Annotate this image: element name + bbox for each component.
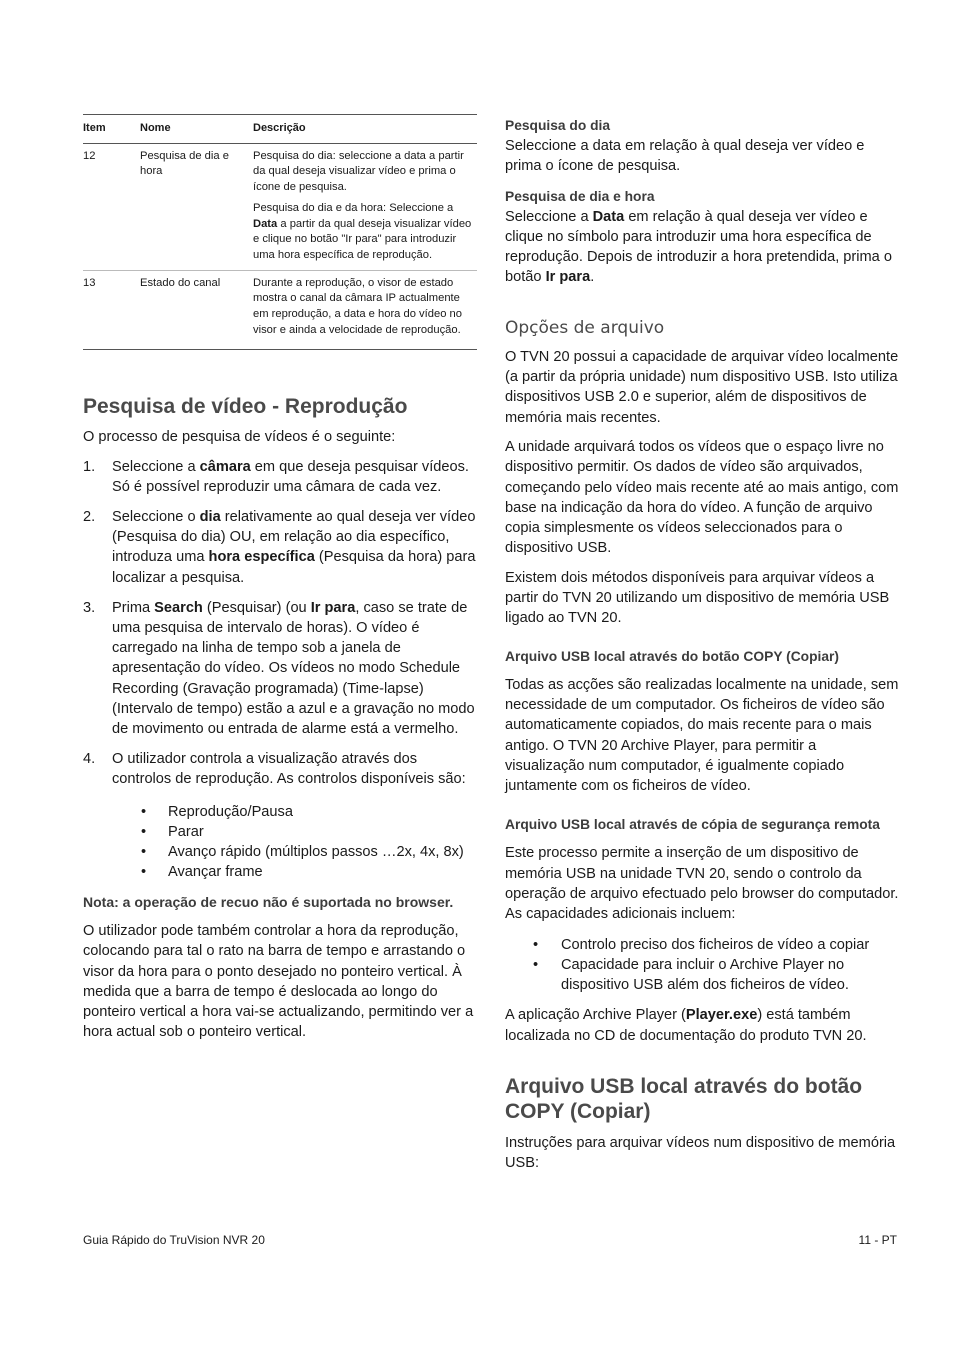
page-number: 11 - PT	[858, 1233, 897, 1247]
step-item: 1. Seleccione a câmara em que deseja pesquisar vídeos. Só é possível reproduzir uma câmara de cada vez.	[83, 458, 469, 496]
archive-paragraph: Existem dois métodos disponíveis para arquivar vídeos a partir do TVN 20 utilizando um dispositivo de memória USB ligado ao TVN 20.	[505, 569, 890, 627]
cell-name: Pesquisa de dia e hora	[140, 143, 253, 270]
list-item: • Parar	[168, 822, 477, 842]
archive-heading: Opções de arquivo	[505, 317, 665, 338]
list-item: • Reprodução/Pausa	[168, 802, 477, 822]
subheading-day-hour: Pesquisa de dia e hora	[505, 188, 655, 204]
left-column	[83, 114, 477, 1052]
list-item: • Avanço rápido (múltiplos passos …2x, 4x, 8x)	[168, 842, 477, 862]
controls-list	[83, 802, 477, 883]
cell-name: Estado do canal	[140, 270, 253, 350]
bullet-icon: •	[141, 844, 147, 861]
description-line: Pesquisa do dia e da hora: Seleccione a Data a partir da qual deseja visualizar vídeo e clique no botão "Ir para" para introduzir uma hora específica de reprodução.	[253, 201, 472, 261]
day-paragraph: Seleccione a data em relação à qual deseja ver vídeo e prima o ícone de pesquisa.	[505, 138, 865, 175]
list-item: • Avançar frame	[168, 862, 477, 882]
player-paragraph: A aplicação Archive Player (Player.exe) está também localizada no CD de documentação do produto TVN 20.	[505, 1007, 867, 1044]
remote-subheading: Arquivo USB local através de cópia de segurança remota	[505, 817, 880, 833]
right-column	[505, 116, 899, 1182]
cell-item: 12	[83, 143, 140, 270]
copy-subheading: Arquivo USB local através do botão COPY (Copiar)	[505, 648, 839, 664]
footer-title: Guia Rápido do TruVision NVR 20	[83, 1233, 265, 1247]
steps-list	[83, 457, 477, 790]
bullet-icon: •	[141, 803, 147, 820]
items-table	[83, 114, 477, 350]
step-item: 3. Prima Search (Pesquisar) (ou Ir para, caso se trate de uma pesquisa de intervalo de horas). O vídeo é carregado na linha de tempo sob a janela de apresentação do vídeo. Os vídeos no modo Schedule Recording (Gravação programada) (Time-lapse) (Intervalo de tempo) estão a azul e a gravação no modo de movimento ou entrada de alarme está a vermelho.	[83, 599, 475, 738]
bullet-icon: •	[533, 956, 539, 973]
header-item: Item	[83, 115, 140, 144]
table-row	[83, 143, 477, 270]
remote-paragraph: Este processo permite a inserção de um dispositivo de memória USB na unidade TVN 20, sendo o controlo da operação de arquivo efectuado pelo browser do computador. As capacidades adicionais incluem:	[505, 845, 899, 923]
list-item: • Capacidade para incluir o Archive Player no dispositivo USB além dos ficheiros de vídeo.	[533, 956, 849, 994]
table-row	[83, 270, 477, 350]
copy-paragraph: Todas as acções são realizadas localmente na unidade, sem necessidade de um computador. Os ficheiros de vídeo são automaticamente copiados, do mais recente para o mais antigo. O TVN 20 Archive Player, para permitir a visualização num computador, é igualmente copiado juntamente com os ficheiros de vídeo.	[505, 676, 899, 795]
closing-paragraph: O utilizador pode também controlar a hora da reprodução, colocando para tal o rato na barra de tempo e arrastando o visor da hora para o ponto desejado no ponteiro vertical. À medida que a barra de tempo é deslocada ao longo do ponteiro vertical a hora vai-se actualizando, permitindo ver a hora actual sob o ponteiro vertical.	[83, 923, 474, 1041]
subheading-day: Pesquisa do dia	[505, 118, 611, 133]
description-line: Pesquisa do dia: seleccione a data a partir da qual deseja visualizar vídeo e prima o ícone de pesquisa.	[253, 149, 464, 194]
intro-paragraph: O processo de pesquisa de vídeos é o seguinte:	[83, 429, 396, 446]
copy-section-heading: Arquivo USB local através do botão COPY (Copiar)	[505, 1074, 863, 1123]
archive-paragraph: A unidade arquivará todos os vídeos que o espaço livre no dispositivo permitir. Os dados de vídeo são arquivados, começando pelo vídeo mais recente até ao mais antigo, com base na indicação da hora do vídeo. A função de arquivo copia simplesmente os vídeos seleccionados para o dispositivo USB.	[505, 438, 899, 557]
list-item: • Controlo preciso dos ficheiros de vídeo a copiar	[561, 935, 899, 955]
cell-item: 13	[83, 270, 140, 350]
bullet-icon: •	[533, 936, 539, 953]
step-item: 4. O utilizador controla a visualização através dos controlos de reprodução. As controlos disponíveis são:	[83, 751, 466, 788]
archive-paragraph: O TVN 20 possui a capacidade de arquivar vídeo localmente (a partir da própria unidade) num dispositivo USB. Isto utiliza dispositivos USB 2.0 e superior, além de dispositivos de memória mais recentes.	[505, 348, 899, 426]
bullet-icon: •	[141, 864, 147, 881]
day-hour-paragraph: Seleccione a Data em relação à qual deseja ver vídeo e clique no símbolo para introduzir uma hora específica de reprodução. Depois de introduzir a hora pretendida, prima o botão Ir para.	[505, 208, 892, 286]
cell-description: Durante a reprodução, o visor de estado mostra o canal da câmara IP actualmente em reprodução, a data e hora do vídeo no visor e ainda a velocidade de reprodução.	[253, 270, 477, 350]
bullet-icon: •	[141, 823, 147, 840]
capabilities-list	[505, 935, 899, 996]
table-header-row	[83, 115, 477, 144]
header-name: Nome	[140, 115, 253, 144]
instructions-paragraph: Instruções para arquivar vídeos num dispositivo de memória USB:	[505, 1134, 896, 1172]
section-heading: Pesquisa de vídeo - Reprodução	[83, 395, 408, 419]
header-description: Descrição	[253, 115, 477, 144]
note-text: Nota: a operação de recuo não é suportada no browser.	[83, 893, 454, 910]
step-item: 2. Seleccione o dia relativamente ao qual deseja ver vídeo (Pesquisa do dia) OU, em relação ao dia específico, introduza uma hora específica (Pesquisa da hora) para localizar a pesquisa.	[83, 508, 476, 586]
cell-description	[253, 143, 477, 270]
